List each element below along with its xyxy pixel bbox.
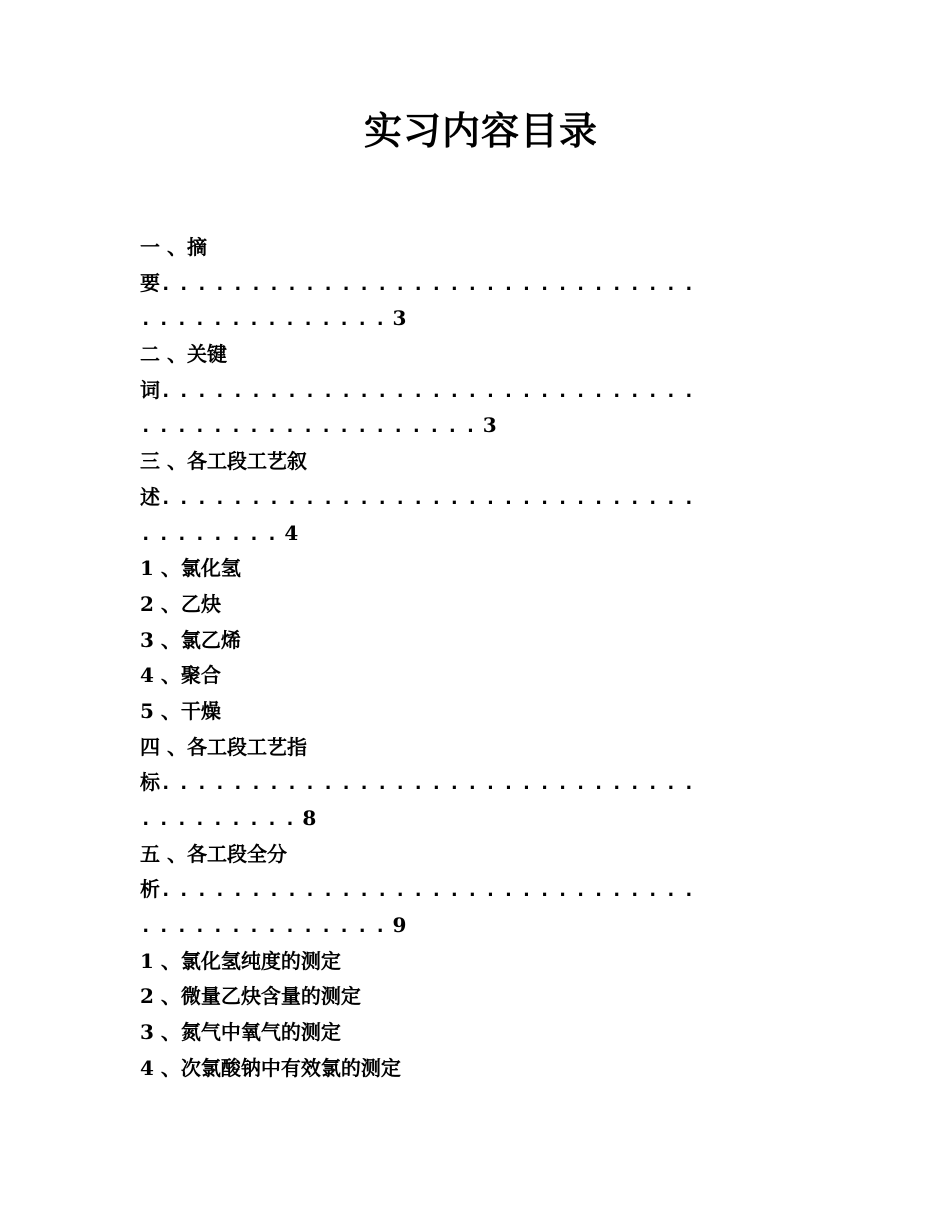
toc-entry-abstract-heading[interactable]	[140, 230, 800, 266]
subitem-label: 乙炔	[180, 591, 221, 616]
toc-entry-process-indicators-leader	[140, 765, 800, 801]
toc-subitem[interactable]	[140, 1015, 800, 1051]
page-number: 3	[482, 413, 497, 438]
toc-subitem[interactable]	[140, 658, 800, 694]
toc-title-head: 各工段工艺指	[186, 734, 307, 759]
toc-entry-full-analysis-leader	[140, 872, 800, 908]
toc-subitem[interactable]	[140, 694, 800, 730]
subitem-label: 氯乙烯	[180, 627, 241, 652]
subitem-number: 3 、	[140, 1020, 181, 1045]
page-number: 8	[302, 806, 317, 830]
toc-subitem[interactable]	[140, 979, 800, 1015]
toc-entry-keywords-heading[interactable]	[140, 337, 800, 373]
page-number: 9	[392, 913, 407, 938]
toc-number: 三 、	[140, 449, 187, 474]
toc-entry-abstract-leader	[140, 266, 800, 302]
subitem-label: 微量乙炔含量的测定	[180, 984, 361, 1009]
toc-entry-process-description-leader	[140, 480, 800, 516]
toc-title-head: 关键	[186, 342, 227, 367]
subitem-label: 干燥	[180, 698, 221, 723]
subitem-number: 4 、	[140, 1055, 181, 1080]
page-number: 4	[284, 520, 299, 545]
toc-entry-process-indicators-page	[140, 801, 800, 837]
subitem-number: 1 、	[140, 948, 181, 973]
dot-leader: ...................	[140, 415, 483, 438]
toc-entry-process-indicators-heading[interactable]	[140, 730, 800, 766]
toc-title-head: 各工段工艺叙	[186, 449, 307, 474]
toc-title-tail: 要	[140, 270, 160, 295]
toc-entry-process-description-page	[140, 516, 800, 552]
table-of-contents	[140, 230, 800, 1087]
subitem-number: 2 、	[140, 984, 181, 1009]
subitem-label: 氯化氢纯度的测定	[180, 948, 341, 973]
toc-subitem[interactable]	[140, 623, 800, 659]
subitem-number: 3 、	[140, 627, 181, 652]
dot-leader: ..............................	[160, 879, 702, 902]
toc-entry-abstract-page	[140, 301, 800, 337]
toc-title-head: 摘	[186, 235, 207, 259]
dot-leader: ..............	[140, 308, 393, 331]
page-title: 实习内容目录	[363, 108, 598, 153]
toc-number: 二 、	[140, 342, 187, 367]
toc-title-tail: 述	[140, 484, 160, 509]
dot-leader: ..............	[140, 915, 393, 938]
toc-entry-keywords-leader	[140, 373, 800, 409]
toc-entry-process-description-heading[interactable]	[140, 444, 800, 480]
subitem-number: 2 、	[140, 591, 181, 616]
toc-subitem[interactable]	[140, 551, 800, 587]
dot-leader: ..............................	[160, 772, 702, 795]
toc-subitem[interactable]	[140, 587, 800, 623]
subitem-number: 5 、	[140, 698, 181, 723]
dot-leader: ..............................	[160, 486, 702, 509]
toc-number: 四 、	[140, 734, 187, 759]
subitem-label: 聚合	[180, 663, 221, 688]
dot-leader: ..............................	[160, 379, 702, 402]
subitem-label: 氮气中氧气的测定	[180, 1020, 341, 1045]
subitem-number: 1 、	[140, 556, 181, 581]
dot-leader: .........	[140, 808, 303, 830]
toc-subitem[interactable]	[140, 1051, 800, 1087]
toc-title-tail: 标	[140, 770, 160, 795]
subitem-label: 次氯酸钠中有效氯的测定	[180, 1055, 401, 1080]
toc-entry-full-analysis-page	[140, 908, 800, 944]
dot-leader: ........	[140, 522, 285, 545]
subitem-number: 4 、	[140, 663, 181, 688]
toc-number: 一 、	[140, 235, 187, 259]
toc-title-tail: 词	[140, 377, 160, 402]
dot-leader: ..............................	[160, 272, 702, 295]
toc-title-head: 各工段全分	[186, 841, 287, 866]
toc-entry-keywords-page	[140, 408, 800, 444]
toc-subitem[interactable]	[140, 944, 800, 980]
toc-title-tail: 析	[140, 877, 160, 902]
toc-entry-full-analysis-heading[interactable]	[140, 837, 800, 873]
toc-number: 五 、	[140, 841, 187, 866]
subitem-label: 氯化氢	[180, 556, 241, 581]
page-number: 3	[392, 306, 407, 331]
